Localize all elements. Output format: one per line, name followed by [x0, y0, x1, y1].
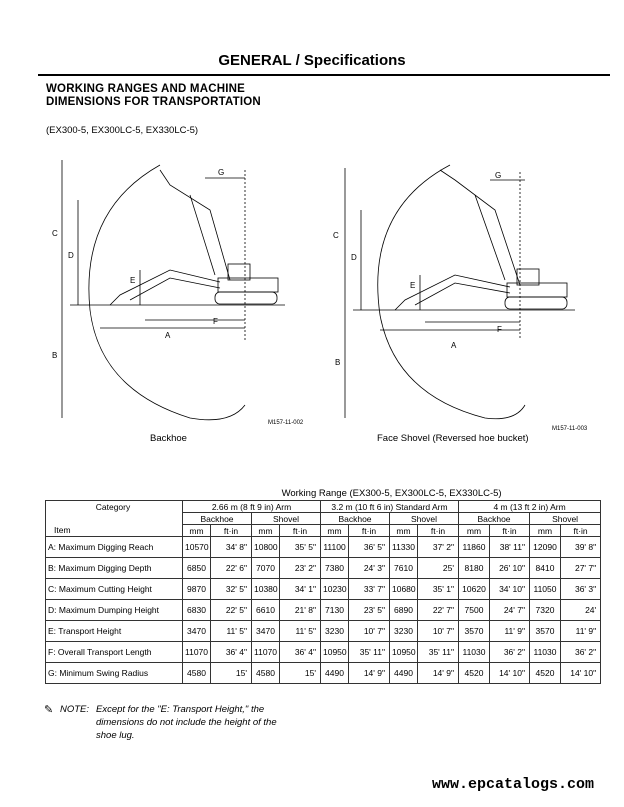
table-row: [46, 558, 601, 579]
note-line-1: Except for the "E: Transport Height," the: [96, 704, 265, 715]
table-cell: 25': [418, 558, 459, 579]
category-label: Category: [46, 501, 183, 513]
model-list: (EX300-5, EX300LC-5, EX330LC-5): [46, 125, 199, 136]
table-cell: 3570: [459, 621, 490, 642]
attachment-header: Shovel: [530, 513, 601, 525]
table-cell: 8180: [459, 558, 490, 579]
dim-label-c: C: [333, 231, 339, 240]
table-cell: 10950: [390, 642, 418, 663]
table-cell: 22' 7": [418, 600, 459, 621]
table-cell: 7500: [459, 600, 490, 621]
unit-header: mm: [321, 525, 349, 537]
table-cell: 23' 2": [280, 558, 321, 579]
table-cell: 6890: [390, 600, 418, 621]
note: [44, 703, 314, 742]
figure-caption-backhoe: Backhoe: [150, 433, 187, 444]
dim-label-b: B: [335, 358, 341, 367]
table-cell: 3570: [530, 621, 561, 642]
table-row: [46, 579, 601, 600]
table-cell: 14' 9": [418, 663, 459, 684]
table-cell: 11' 5": [280, 621, 321, 642]
table-cell: 10800: [252, 537, 280, 558]
note-line-2: dimensions do not include the height of the: [96, 717, 277, 728]
table-cell: 10' 7": [349, 621, 390, 642]
table-row: [46, 600, 601, 621]
working-range-table: [45, 486, 601, 684]
unit-header: mm: [252, 525, 280, 537]
dim-label-d: D: [68, 251, 74, 260]
dim-label-d: D: [351, 253, 357, 262]
unit-header: mm: [530, 525, 561, 537]
table-cell: 24' 3": [349, 558, 390, 579]
table-cell: 3230: [390, 621, 418, 642]
table-cell: 34' 10": [490, 579, 530, 600]
table-cell: 12090: [530, 537, 561, 558]
dim-label-a: A: [451, 341, 457, 350]
note-label: NOTE:: [60, 704, 90, 715]
table-cell: 22' 6": [211, 558, 252, 579]
attachment-header: Backhoe: [183, 513, 252, 525]
table-cell: 38' 11": [490, 537, 530, 558]
row-item-label: E: Transport Height: [46, 621, 183, 642]
table-cell: 35' 1": [418, 579, 459, 600]
table-cell: 14' 9": [349, 663, 390, 684]
table-cell: 9870: [183, 579, 211, 600]
digging-envelope: [89, 165, 245, 420]
table-cell: 27' 7": [561, 558, 601, 579]
unit-header: mm: [390, 525, 418, 537]
table-cell: 11070: [183, 642, 211, 663]
table-cell: 10380: [252, 579, 280, 600]
unit-header: ft·in: [490, 525, 530, 537]
watermark: www.epcatalogs.com: [431, 776, 594, 793]
figure-code-backhoe: M157-11-002: [268, 420, 304, 426]
dim-label-e: E: [130, 276, 136, 285]
table-cell: 10950: [321, 642, 349, 663]
unit-header: ft·in: [280, 525, 321, 537]
table-cell: 15': [280, 663, 321, 684]
table-title: Working Range (EX300-5, EX300LC-5, EX330LC-5): [183, 486, 601, 501]
table-cell: 6830: [183, 600, 211, 621]
table-cell: 14' 10": [490, 663, 530, 684]
table-cell: 4520: [530, 663, 561, 684]
table-cell: 11070: [252, 642, 280, 663]
dim-label-a: A: [165, 331, 171, 340]
backhoe-diagram: [40, 150, 290, 432]
excavator-track: [215, 292, 277, 304]
table-cell: 11330: [390, 537, 418, 558]
table-row: [46, 642, 601, 663]
row-item-label: C: Maximum Cutting Height: [46, 579, 183, 600]
section-heading-line2: DIMENSIONS FOR TRANSPORTATION: [46, 96, 261, 108]
table-cell: 8410: [530, 558, 561, 579]
table-cell: 36' 2": [490, 642, 530, 663]
table-cell: 11030: [459, 642, 490, 663]
table-cell: 33' 7": [349, 579, 390, 600]
table-cell: 10680: [390, 579, 418, 600]
table-cell: 7320: [530, 600, 561, 621]
table-cell: 11860: [459, 537, 490, 558]
note-line-3: shoe lug.: [96, 730, 135, 741]
title-rule: [38, 74, 610, 76]
pencil-icon: ✎: [44, 704, 54, 716]
transport-boom: [110, 270, 220, 305]
table-cell: 15': [211, 663, 252, 684]
table-cell: 10620: [459, 579, 490, 600]
table-cell: 3470: [183, 621, 211, 642]
table-cell: 36' 4": [280, 642, 321, 663]
row-item-label: A: Maximum Digging Reach: [46, 537, 183, 558]
table-cell: 6610: [252, 600, 280, 621]
dim-label-g: G: [495, 171, 502, 180]
table-cell: 10' 7": [418, 621, 459, 642]
table-row: [46, 663, 601, 684]
table-cell: 7610: [390, 558, 418, 579]
arm-header: 4 m (13 ft 2 in) Arm: [459, 501, 601, 513]
attachment-header-row: [46, 513, 601, 525]
table-cell: 11' 9": [490, 621, 530, 642]
table-cell: 35' 5": [280, 537, 321, 558]
dim-label-g: G: [218, 168, 225, 177]
raised-boom: [160, 170, 230, 280]
table-cell: 6850: [183, 558, 211, 579]
figure-caption-shovel: Face Shovel (Reversed hoe bucket): [377, 433, 529, 444]
table-cell: 3470: [252, 621, 280, 642]
table-cell: 11100: [321, 537, 349, 558]
table-cell: 34' 8": [211, 537, 252, 558]
table-cell: 4580: [252, 663, 280, 684]
table-cell: 10570: [183, 537, 211, 558]
table-cell: 21' 8": [280, 600, 321, 621]
row-item-label: G: Minimum Swing Radius: [46, 663, 183, 684]
attachment-header: Shovel: [252, 513, 321, 525]
raised-boom: [440, 170, 520, 285]
figure-code-shovel: M157-11-003: [552, 426, 588, 432]
unit-header: mm: [459, 525, 490, 537]
unit-header: mm: [183, 525, 211, 537]
dim-label-f: F: [213, 317, 218, 326]
table-cell: 4490: [390, 663, 418, 684]
table-cell: 11' 9": [561, 621, 601, 642]
table-cell: 32' 5": [211, 579, 252, 600]
arm-header: 2.66 m (8 ft 9 in) Arm: [183, 501, 321, 513]
table-cell: 36' 5": [349, 537, 390, 558]
table-row: [46, 537, 601, 558]
item-label: Item: [46, 525, 183, 537]
attachment-header: Backhoe: [321, 513, 390, 525]
table-cell: 26' 10": [490, 558, 530, 579]
table-cell: 11' 5": [211, 621, 252, 642]
table-cell: 39' 8": [561, 537, 601, 558]
table-cell: 14' 10": [561, 663, 601, 684]
row-item-label: D: Maximum Dumping Height: [46, 600, 183, 621]
unit-header-row: [46, 525, 601, 537]
attachment-header: Shovel: [390, 513, 459, 525]
row-item-label: F: Overall Transport Length: [46, 642, 183, 663]
table-cell: 36' 4": [211, 642, 252, 663]
dim-label-b: B: [52, 351, 58, 360]
page-title: GENERAL / Specifications: [218, 52, 406, 69]
table-cell: 36' 3": [561, 579, 601, 600]
table-cell: 7130: [321, 600, 349, 621]
dim-label-c: C: [52, 229, 58, 238]
row-item-label: B: Maximum Digging Depth: [46, 558, 183, 579]
table-cell: 4580: [183, 663, 211, 684]
excavator-track: [505, 297, 567, 309]
table-cell: 4490: [321, 663, 349, 684]
unit-header: ft·in: [211, 525, 252, 537]
unit-header: ft·in: [561, 525, 601, 537]
table-cell: 10230: [321, 579, 349, 600]
attachment-header: Backhoe: [459, 513, 530, 525]
table-cell: 7070: [252, 558, 280, 579]
section-heading-line1: WORKING RANGES AND MACHINE: [46, 83, 245, 95]
table-cell: 7380: [321, 558, 349, 579]
table-title-row: [46, 486, 601, 501]
arm-header: 3.2 m (10 ft 6 in) Standard Arm: [321, 501, 459, 513]
shovel-diagram: [325, 150, 580, 432]
table-cell: 34' 1": [280, 579, 321, 600]
table-cell: 24' 7": [490, 600, 530, 621]
table-cell: 36' 2": [561, 642, 601, 663]
table-cell: 22' 5": [211, 600, 252, 621]
table-cell: 23' 5": [349, 600, 390, 621]
table-row: [46, 621, 601, 642]
table-cell: 35' 11": [349, 642, 390, 663]
table-cell: 35' 11": [418, 642, 459, 663]
table-cell: 11030: [530, 642, 561, 663]
table-cell: 37' 2": [418, 537, 459, 558]
unit-header: ft·in: [418, 525, 459, 537]
unit-header: ft·in: [349, 525, 390, 537]
table-cell: 11050: [530, 579, 561, 600]
table-cell: 24': [561, 600, 601, 621]
dim-label-e: E: [410, 281, 416, 290]
arm-header-row: [46, 501, 601, 513]
table-cell: 3230: [321, 621, 349, 642]
table-cell: 4520: [459, 663, 490, 684]
dim-label-f: F: [497, 325, 502, 334]
